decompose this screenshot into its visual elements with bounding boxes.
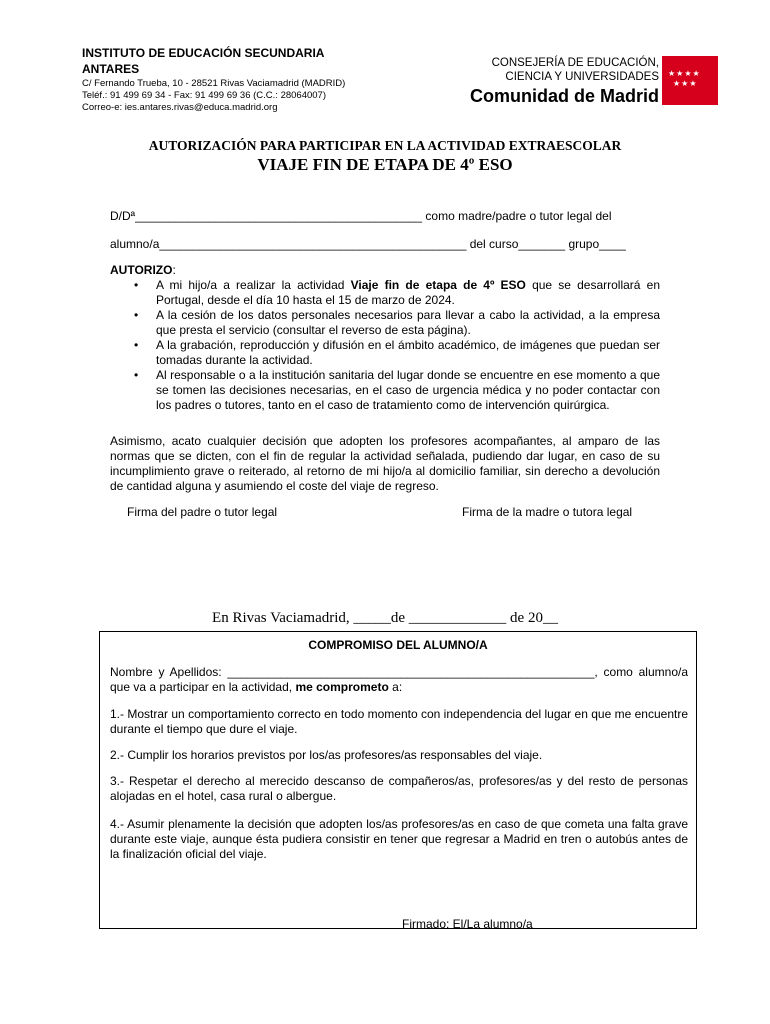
school-address: C/ Fernando Trueba, 10 - 28521 Rivas Vaciamadrid (MADRID) <box>82 78 346 89</box>
father-signature-label: Firma del padre o tutor legal <box>127 505 278 519</box>
commitment-item-4: 4.- Asumir plenamente la decisión que adopten los/as profesores/as en caso de que cometa una falta grave durante este viaje, aunque ésta pudiera consistir en tener que regresar a Madrid en tren o autobús antes de la finalización oficial del viaje. <box>110 817 688 861</box>
place-date-line: En Rivas Vaciamadrid, _____de _____________ de 20__ <box>212 610 558 626</box>
autorizo-heading: AUTORIZO: <box>110 263 176 277</box>
student-course-line: alumno/a______________________________________________ del curso_______ grupo____ <box>110 237 626 251</box>
consejeria-label <box>492 56 659 84</box>
commitment-item-3: 3.- Respetar el derecho al merecido descanso de compañeros/as, profesores/as y del resto de personas alojadas en el hotel, casa rural o albergue. <box>110 774 688 803</box>
student-commitment-box <box>99 631 697 929</box>
autorizo-item: • Al responsable o a la institución sanitaria del lugar donde se encuentre en ese momento a que se tomen las decisiones necesarias, en el caso de urgencia médica y no poder contactar con los padres o tutores, tanto en el caso de tratamiento como de intervención quirúrgica. <box>134 368 660 412</box>
document-title-line2: VIAJE FIN DE ETAPA DE 4º ESO <box>257 155 513 174</box>
consejeria-line1: CONSEJERÍA DE EDUCACIÓN, <box>491 57 659 69</box>
bullet-icon: • <box>134 368 139 382</box>
comunidad-de-madrid-label: Comunidad de Madrid <box>470 86 659 106</box>
bullet-icon: • <box>134 308 139 322</box>
commitment-name-line: Nombre y Apellidos: _______________________________________________________, como alumno/a que va a participar en la actividad, me comprometo a: <box>110 665 688 694</box>
mother-signature-label: Firma de la madre o tutora legal <box>462 505 633 519</box>
document-title-line1: AUTORIZACIÓN PARA PARTICIPAR EN LA ACTIVIDAD EXTRAESCOLAR <box>148 138 622 153</box>
flag-stars-icon: ★★★★ ★★★ <box>668 69 701 88</box>
student-signature-label: Firmado: El/La alumno/a <box>402 917 533 931</box>
school-name-line1: INSTITUTO DE EDUCACIÓN SECUNDARIA <box>82 46 325 60</box>
school-name-line2: ANTARES <box>82 62 140 76</box>
parent-name-line: D/Dª___________________________________________ como madre/padre o tutor legal del <box>110 209 612 223</box>
consejeria-line2: CIENCIA Y UNIVERSIDADES <box>505 71 659 83</box>
school-phone: Teléf.: 91 499 69 34 - Fax: 91 499 69 36 (C.C.: 28064007) <box>82 90 326 101</box>
autorizo-item: • A mi hijo/a a realizar la actividad Viaje fin de etapa de 4º ESO que se desarrollará en Portugal, desde el día 10 hasta el 15 de marzo de 2024. <box>134 278 660 307</box>
bullet-icon: • <box>134 278 139 292</box>
comunidad-madrid-flag-logo <box>662 56 718 105</box>
autorizo-item: • A la cesión de los datos personales necesarios para llevar a cabo la actividad, a la empresa que presta el servicio (consultar el reverso de esta página). <box>134 308 660 337</box>
autorizo-item: • A la grabación, reproducción y difusión en el ámbito académico, de imágenes que puedan ser tomadas durante la actividad. <box>134 338 660 367</box>
commitment-title: COMPROMISO DEL ALUMNO/A <box>308 638 488 652</box>
commitment-item-1: 1.- Mostrar un comportamiento correcto en todo momento con independencia del lugar en que me encuentre durante el tiempo que dure el viaje. <box>110 707 688 736</box>
bullet-icon: • <box>134 338 139 352</box>
autorizo-list <box>110 278 660 413</box>
school-email: Correo-e: ies.antares.rivas@educa.madrid.org <box>82 102 278 113</box>
commitment-item-2: 2.- Cumplir los horarios previstos por los/as profesores/as responsables del viaje. <box>110 748 543 762</box>
asimismo-paragraph: Asimismo, acato cualquier decisión que adopten los profesores acompañantes, al amparo de las normas que se dicten, con el fin de regular la actividad señalada, pudiendo dar lugar, en caso de su incumplimiento grave o reiterado, al retorno de mi hijo/a al domicilio familiar, sin derecho a devolución de cantidad alguna y asumiendo el coste del viaje de regreso. <box>110 434 660 493</box>
school-name <box>82 45 382 77</box>
